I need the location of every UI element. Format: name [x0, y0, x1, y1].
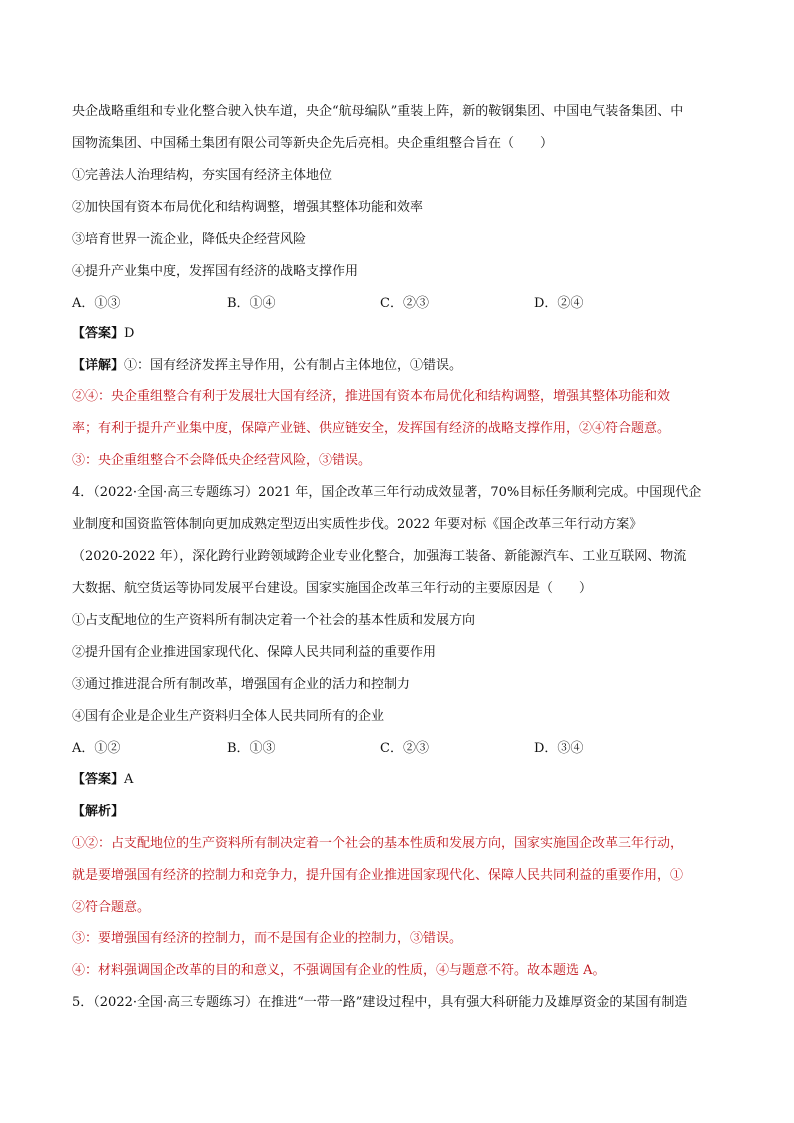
q4-analysis-red-5: ④：材料强调国企改革的目的和意义，不强调国有企业的性质，④与题意不符。故本题选 A。 [72, 963, 606, 978]
q3-option-d: D．②④ [534, 296, 584, 311]
q4-option-d: D．③④ [534, 741, 584, 756]
q3-detail-red-2: 率；有利于提升产业集中度，保障产业链、供应链安全，发挥国有经济的战略支撑作用，②④符合题意。 [72, 421, 671, 436]
q3-detail-red-3: ③：央企重组整合不会降低央企经营风险，③错误。 [72, 453, 372, 468]
q4-item-2: ②提升国有企业推进国家现代化、保障人民共同利益的重要作用 [72, 645, 437, 660]
q4-item-3: ③通过推进混合所有制改革，增强国有企业的活力和控制力 [72, 677, 411, 692]
q3-item-3: ③培育世界一流企业，降低央企经营风险 [72, 232, 307, 247]
q3-answer-value: D [124, 326, 135, 341]
q4-answer-tag: 【答案】 [72, 772, 125, 787]
q3-option-a: A．①③ [72, 296, 121, 311]
q3-detail-red-1: ②④：央企重组整合有利于发展壮大国有经济，推进国有资本布局优化和结构调整，增强其整体功能和效 [72, 389, 671, 404]
q3-stem-line-2: 国物流集团、中国稀土集团有限公司等新央企先后亮相。央企重组整合旨在（ ） [72, 136, 554, 151]
q4-answer [72, 772, 724, 788]
q4-analysis-red-3: ②符合题意。 [72, 900, 151, 915]
q3-stem-line-1: 央企战略重组和专业化整合驶入快车道，央企“航母编队”重装上阵，新的鞍钢集团、中国电气装备集团、中 [72, 104, 684, 119]
q3-item-4: ④提升产业集中度，发挥国有经济的战略支撑作用 [72, 264, 359, 279]
q4-analysis-red-1: ①②：占支配地位的生产资料所有制决定着一个社会的基本性质和发展方向，国家实施国企改革三年行动， [72, 836, 684, 851]
q4-item-1: ①占支配地位的生产资料所有制决定着一个社会的基本性质和发展方向 [72, 613, 476, 628]
q5-stem-line-1: 5．（2022·全国·高三专题练习）在推进“一带一路”建设过程中，具有强大科研能力及雄厚资金的某国有制造 [72, 995, 688, 1010]
q3-item-2: ②加快国有资本布局优化和结构调整，增强其整体功能和效率 [72, 200, 424, 215]
q4-analysis-tag: 【解析】 [72, 804, 125, 819]
q4-option-c: C．②③ [380, 741, 429, 756]
q3-detail [72, 358, 724, 374]
q3-options [72, 296, 724, 312]
q4-answer-value: A [124, 772, 134, 787]
q4-stem-line-1: 4．（2022·全国·高三专题练习）2021 年，国企改革三年行动成效显著，70%目标任务顺利完成。中国现代企 [72, 485, 702, 500]
q3-item-1: ①完善法人治理结构，夯实国有经济主体地位 [72, 168, 333, 183]
q3-detail-tag: 【详解】 [72, 358, 125, 373]
q4-analysis-red-2: 就是要增强国有经济的控制力和竞争力，提升国有企业推进国家现代化、保障人民共同利益的重要作用，① [72, 868, 684, 883]
q4-option-b: B．①③ [227, 741, 276, 756]
q3-answer-tag: 【答案】 [72, 326, 125, 341]
q4-options [72, 741, 724, 757]
q3-answer [72, 326, 724, 342]
q4-item-4: ④国有企业是企业生产资料归全体人民共同所有的企业 [72, 709, 385, 724]
q3-option-b: B．①④ [227, 296, 276, 311]
q4-analysis-red-4: ③：要增强国有经济的控制力，而不是国有企业的控制力，③错误。 [72, 931, 463, 946]
q3-option-c: C．②③ [380, 296, 429, 311]
q4-stem-line-2: 业制度和国资监管体制向更加成熟定型迈出实质性步伐。2022 年要对标《国企改革三年行动方案》 [72, 517, 643, 532]
q4-option-a: A．①② [72, 741, 121, 756]
q4-stem-line-4: 大数据、航空货运等协同发展平台建设。国家实施国企改革三年行动的主要原因是（ ） [72, 581, 593, 596]
q3-detail-first: ①：国有经济发挥主导作用，公有制占主体地位，①错误。 [124, 358, 463, 373]
q4-stem-line-3: （2020-2022 年），深化跨行业跨领域跨企业专业化整合，加强海工装备、新能源汽车、工业互联网、物流 [72, 549, 687, 564]
